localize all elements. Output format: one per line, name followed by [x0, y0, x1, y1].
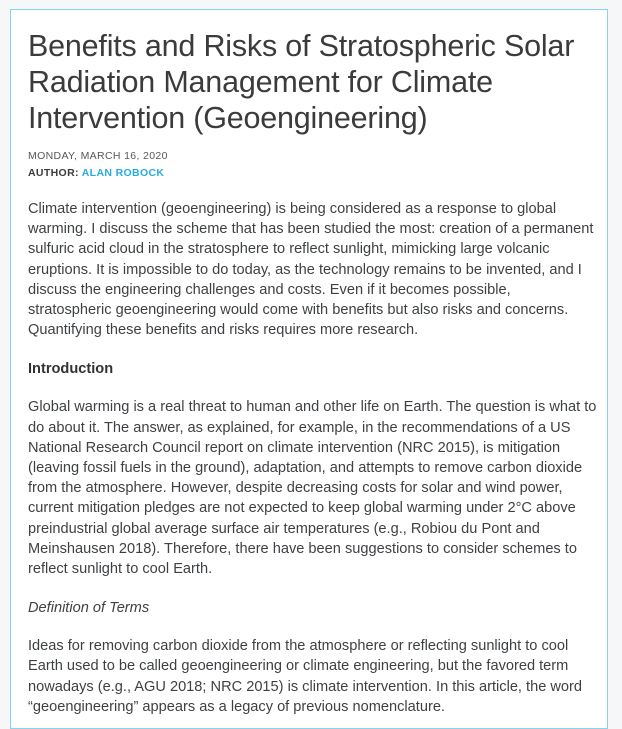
author-line: [28, 167, 597, 179]
author-label: AUTHOR:: [28, 167, 79, 179]
page-title: Benefits and Risks of Stratospheric Solar Radiation Management for Climate Intervention (Geoengineering): [28, 29, 575, 135]
article-content: [11, 10, 607, 717]
publish-date: MONDAY, MARCH 16, 2020: [28, 150, 168, 162]
abstract-paragraph: Climate intervention (geoengineering) is being considered as a response to global warming. I discuss the scheme that has been studied the most: creation of a permanent sulfuric acid cloud in the stratosphere to reflect sunlight, mimicking large volcanic eruptions. It is impossible to do today, as the technology remains to be invented, and I discuss the engineering challenges and costs. Even if it becomes possible, stratospheric geoengineering would come with benefits but also risks and concerns. Quantifying these benefits and risks requires more research.: [28, 201, 594, 339]
definition-of-terms-paragraph: Ideas for removing carbon dioxide from the atmosphere or reflecting sunlight to cool Earth used to be called geoengineering or climate engineering, but the favored term nowadays (e.g., AGU 2018; NRC 2015) is climate intervention. In this article, the word “geoengineering” appears as a legacy of previous nomenclature.: [28, 638, 583, 715]
article-page-frame: [10, 9, 608, 729]
section-heading-introduction: Introduction: [28, 361, 114, 378]
subheading-definition-of-terms: Definition of Terms: [28, 600, 150, 617]
author-link[interactable]: ALAN ROBOCK: [81, 167, 165, 179]
introduction-paragraph: Global warming is a real threat to human and other life on Earth. The question is what to do about it. The answer, as explained, for example, in the recommendations of a US National Research Council report on climate intervention (NRC 2015), is mitigation (leaving fossil fuels in the ground), adaptation, and attempts to remove carbon dioxide from the atmosphere. However, despite decreasing costs for solar and wind power, current mitigation pledges are not expected to keep global warming under 2°C above preindustrial global average surface air temperatures (e.g., Robiou du Pont and Meinshausen 2018). Therefore, there have been suggestions to consider schemes to reflect sunlight to cool Earth.: [28, 399, 597, 578]
